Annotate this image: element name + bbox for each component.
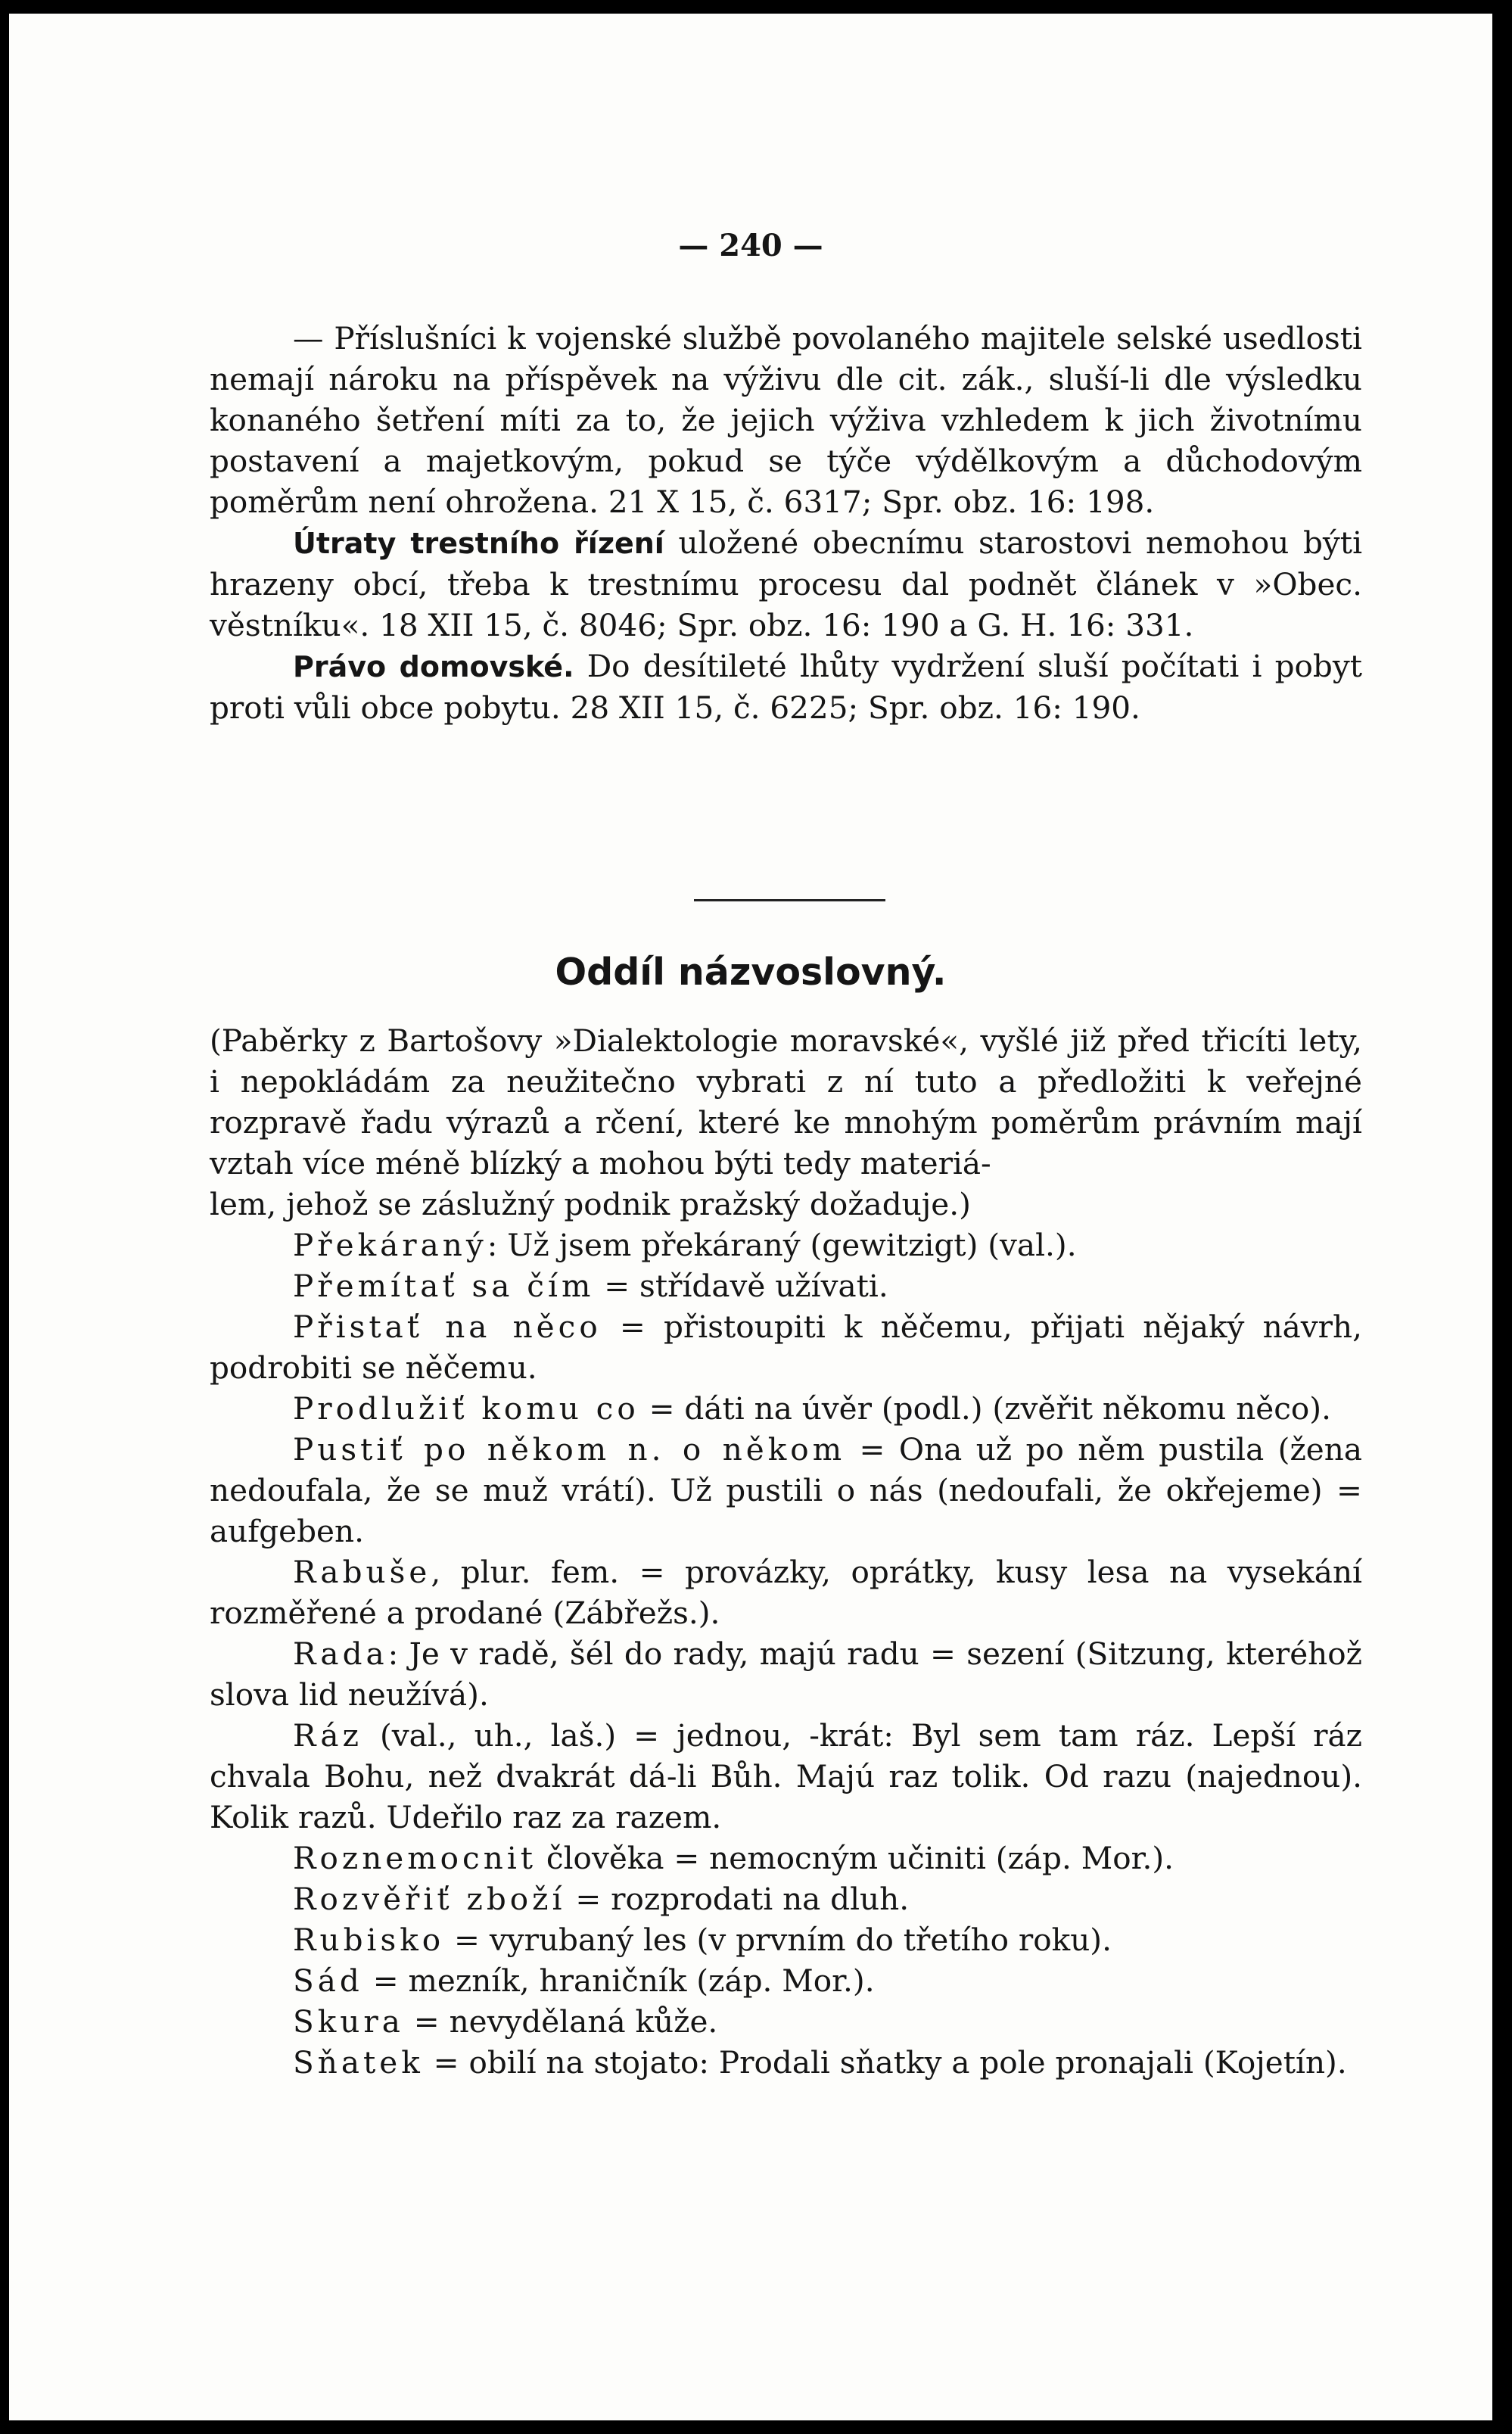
glossary-list xyxy=(210,1225,1362,2083)
note-paragraph xyxy=(210,318,1362,522)
note-text: Do desítileté lhůty vydržení sluší počítati i pobyt proti vůli obce pobytu. 28 XII 15, č. 6225; Spr. obz. 16: 190. xyxy=(210,648,1363,726)
note-paragraph xyxy=(210,646,1362,728)
glossary-entry xyxy=(210,1633,1362,1715)
glossary-term: Rada xyxy=(293,1636,388,1672)
glossary-entry xyxy=(210,1552,1362,1633)
glossary-term: Rubisko xyxy=(293,1922,445,1958)
glossary-entry xyxy=(210,2042,1362,2083)
note-text: — Příslušníci k vojenské službě povolaného majitele selské usedlosti nemají nároku na příspěvek na výživu dle cit. zák., sluší-li dle výsledku konaného šetření míti za to, že jejich výživa vzhledem k jich životnímu postavení a majetkovým, pokud se týče výdělkovým a důchodovým poměrům není ohrožena. 21 X 15, č. 6317; Spr. obz. 16: 198. xyxy=(210,320,1362,520)
document-page xyxy=(9,14,1492,2420)
glossary-entry xyxy=(210,1919,1362,1960)
glossary-entry xyxy=(210,1960,1362,2001)
glossary-entry xyxy=(210,1306,1362,1388)
glossary-entry xyxy=(210,1225,1362,1265)
note-lead: Útraty trestního řízení xyxy=(293,527,664,560)
glossary-definition: = dáti na úvěr (podl.) (zvěřit někomu něco). xyxy=(639,1390,1331,1427)
glossary-definition: = střídavě užívati. xyxy=(594,1268,888,1304)
glossary-definition: (val., uh., laš.) = jednou, -krát: Byl sem tam ráz. Lepší ráz chvala Bohu, než dvakrát dá-li Bůh. Majú raz tolik. Od razu (najednou). Kolik razů. Udeřilo raz za razem. xyxy=(210,1717,1362,1835)
glossary-term: Rozvěřiť zboží xyxy=(293,1881,566,1917)
glossary-term: Prodlužiť komu co xyxy=(293,1390,639,1427)
glossary-term: Přistať na něco xyxy=(293,1309,602,1345)
glossary-section xyxy=(210,1020,1362,2083)
glossary-entry xyxy=(210,1878,1362,1919)
glossary-definition: = rozprodati na dluh. xyxy=(565,1881,910,1917)
glossary-definition: = Ona už po něm pustila (žena nedoufala, že se muž vrátí). Už pustili o nás (nedoufali, že okřejeme) = aufgeben. xyxy=(210,1431,1363,1549)
glossary-term: Překáraný xyxy=(293,1227,487,1263)
glossary-entry xyxy=(210,2001,1362,2042)
glossary-term: Rabuše xyxy=(293,1554,431,1590)
glossary-term: Roznemocnit xyxy=(293,1840,537,1876)
glossary-definition: : Je v radě, šél do rady, majú radu = sezení (Sitzung, kteréhož slova lid neužívá). xyxy=(210,1636,1362,1713)
note-lead: Právo domovské. xyxy=(293,650,574,683)
glossary-definition: = vyrubaný les (v prvním do třetího roku). xyxy=(444,1922,1112,1958)
glossary-entry xyxy=(210,1838,1362,1878)
note-paragraph xyxy=(210,522,1362,646)
intro-paragraph: (Paběrky z Bartošovy »Dialektologie moravské«, vyšlé již před třicíti lety, i nepokládám za neužitečno vybrati z ní tuto a předložiti k veřejné rozpravě řadu výrazů a rčení, které ke mnohým poměrům právním mají vztah více méně blízký a mohou býti tedy materiá- xyxy=(210,1022,1362,1181)
glossary-definition: : Už jsem překáraný (gewitzigt) (val.). xyxy=(487,1227,1077,1263)
glossary-entry xyxy=(210,1715,1362,1838)
glossary-definition: = mezník, hraničník (záp. Mor.). xyxy=(362,1962,875,1999)
glossary-term: Sňatek xyxy=(293,2044,424,2081)
glossary-term: Pustiť po někom n. o někom xyxy=(293,1431,846,1468)
section-heading: Oddíl názvoslovný. xyxy=(555,951,947,994)
glossary-term: Skura xyxy=(293,2003,404,2040)
glossary-term: Sád xyxy=(293,1962,363,1999)
glossary-definition: = nevydělaná kůže. xyxy=(403,2003,718,2040)
section-divider xyxy=(694,899,885,901)
glossary-term: Ráz xyxy=(293,1717,362,1754)
glossary-term: Přemítať sa čím xyxy=(293,1268,595,1304)
glossary-entry xyxy=(210,1265,1362,1306)
glossary-definition: , plur. fem. = provázky, oprátky, kusy lesa na vysekání rozměřené a prodané (Zábřežs.). xyxy=(210,1554,1362,1631)
intro-paragraph-end: lem, jehož se záslužný podnik pražský dožaduje.) xyxy=(210,1186,971,1222)
glossary-definition: člověka = nemocným učiniti (záp. Mor.). xyxy=(537,1840,1174,1876)
page-number: — 240 — xyxy=(678,228,823,263)
glossary-definition: = přistoupiti k něčemu, přijati nějaký návrh, podrobiti se něčemu. xyxy=(210,1309,1362,1386)
note-text: uložené obecnímu starostovi nemohou býti hrazeny obcí, třeba k trestnímu procesu dal podnět článek v »Obec. věstníku«. 18 XII 15, č. 8046; Spr. obz. 16: 190 a G. H. 16: 331. xyxy=(210,524,1363,643)
glossary-entry xyxy=(210,1429,1362,1552)
glossary-definition: = obilí na stojato: Prodali sňatky a pole pronajali (Kojetín). xyxy=(423,2044,1347,2081)
glossary-entry xyxy=(210,1388,1362,1429)
legal-notes xyxy=(210,318,1362,728)
